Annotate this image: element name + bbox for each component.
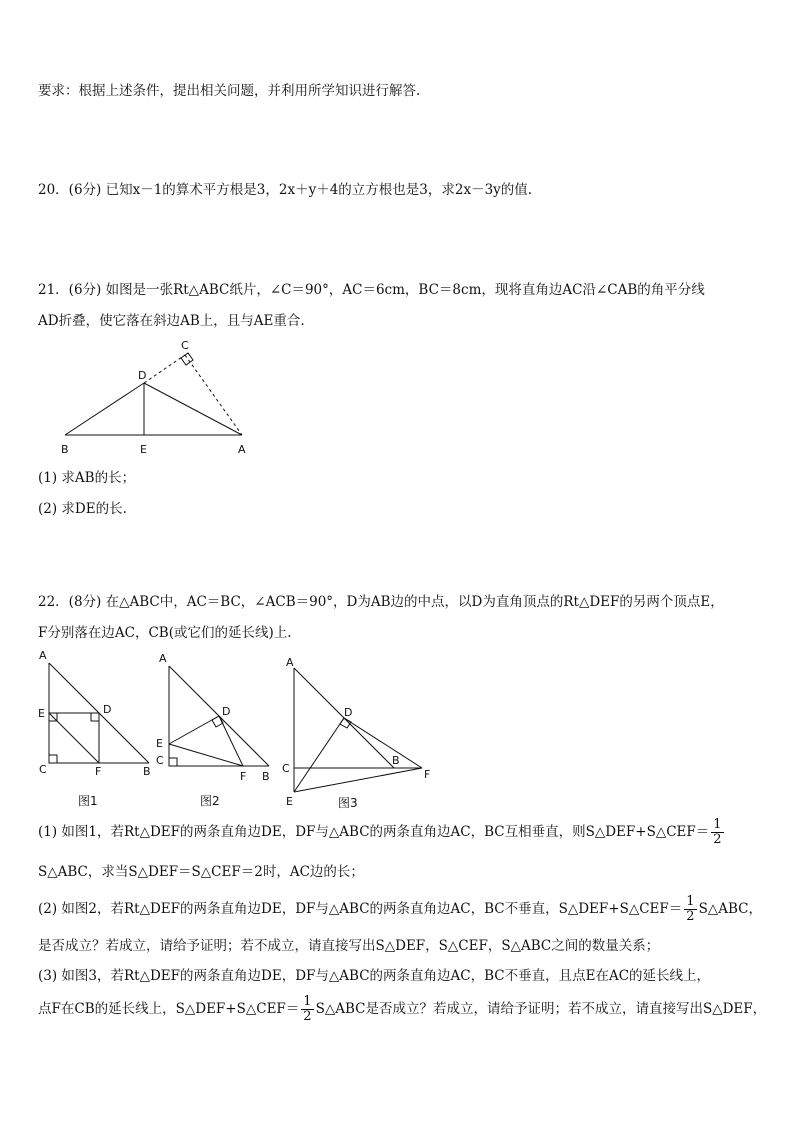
figure-1 xyxy=(35,645,160,778)
p3b-text: 点F在CB的延长线上，S△DEF+S△CEF＝ xyxy=(38,1001,300,1017)
fig1-label-E: E xyxy=(38,707,45,720)
question-22-line2: F分别落在边AC，CB(或它们的延长线)上. xyxy=(38,625,292,641)
question-20: 20．(6分) 已知x－1的算术平方根是3，2x＋y＋4的立方根也是3，求2x－3y的值. xyxy=(38,182,533,198)
label-D: D xyxy=(138,369,147,382)
question-21-line1: 21．(6分) 如图是一张Rt△ABC纸片，∠C＝90°，AC＝6cm，BC＝8cm，现将直角边AC沿∠CAB的角平分线 xyxy=(38,282,705,298)
label-A: A xyxy=(238,443,246,456)
fig3-label-E: E xyxy=(286,795,293,808)
caption-fig1: 图1 xyxy=(78,794,98,808)
question-21-line2: AD折叠，使它落在斜边AB上，且与AE重合. xyxy=(38,313,305,329)
requirement-text: 要求：根据上述条件，提出相关问题，并利用所学知识进行解答. xyxy=(38,83,421,99)
p2a-text: (2) 如图2，若Rt△DEF的两条直角边DE，DF与△ABC的两条直角边AC，BC不垂直，S△DEF+S△CEF＝ xyxy=(38,901,683,917)
caption-fig3: 图3 xyxy=(338,796,358,810)
fig2-label-D: D xyxy=(222,705,231,718)
label-E: E xyxy=(140,443,147,456)
fig3-label-B: B xyxy=(392,754,400,767)
question-22-part1-line2: S△ABC，求当S△DEF＝S△CEF＝2时，AC边的长； xyxy=(38,864,364,880)
figure-2 xyxy=(155,650,280,783)
fig2-label-C: C xyxy=(156,754,164,767)
fig2-label-A: A xyxy=(159,652,167,665)
label-B: B xyxy=(61,443,69,456)
fig3-label-A: A xyxy=(286,656,294,669)
question-22-line1: 22．(8分) 在△ABC中，AC＝BC，∠ACB＝90°，D为AB边的中点，以D为直角顶点的Rt△DEF的另两个顶点E， xyxy=(38,594,724,610)
fraction-half: $\frac{1}{2}$ xyxy=(686,894,695,924)
fig3-label-C: C xyxy=(282,762,290,775)
question-21-part1: (1) 求AB的长； xyxy=(38,470,136,486)
question-22-part3-line1: (3) 如图3，若Rt△DEF的两条直角边DE，DF与△ABC的两条直角边AC，BC不垂直，且点E在AC的延长线上， xyxy=(38,968,711,984)
label-C: C xyxy=(181,339,189,352)
question-22-part3-line2 xyxy=(38,995,766,1031)
figure-folding-triangle xyxy=(55,335,265,460)
p1a-text: (1) 如图1，若Rt△DEF的两条直角边DE，DF与△ABC的两条直角边AC，BC互相垂直，则S△DEF+S△CEF＝ xyxy=(38,824,710,840)
fraction-half: $\frac{1}{2}$ xyxy=(713,817,722,847)
caption-fig2: 图2 xyxy=(200,794,220,808)
fig2-label-E: E xyxy=(156,737,163,750)
fig1-label-B: B xyxy=(143,765,151,778)
p3c-text: S△ABC是否成立？若成立，请给予证明；若不成立，请直接写出S△DEF， xyxy=(315,1001,767,1017)
fig3-label-F: F xyxy=(424,768,431,781)
fig1-label-F: F xyxy=(95,765,102,778)
fig1-label-C: C xyxy=(39,763,47,776)
fig2-label-B: B xyxy=(262,770,270,783)
fig1-label-A: A xyxy=(39,649,47,662)
fig1-label-D: D xyxy=(103,703,112,716)
fraction-half: $\frac{1}{2}$ xyxy=(303,994,312,1024)
fig2-label-F: F xyxy=(240,770,247,783)
fig3-label-D: D xyxy=(344,706,353,719)
question-22-part2-line1 xyxy=(38,895,762,931)
question-22-part1-line1 xyxy=(38,818,726,854)
question-22-part2-line2: 是否成立？若成立，请给予证明；若不成立，请直接写出S△DEF，S△CEF，S△ABC之间的数量关系； xyxy=(38,938,660,954)
p2b-text: S△ABC， xyxy=(698,901,762,917)
question-21-part2: (2) 求DE的长. xyxy=(38,501,127,517)
